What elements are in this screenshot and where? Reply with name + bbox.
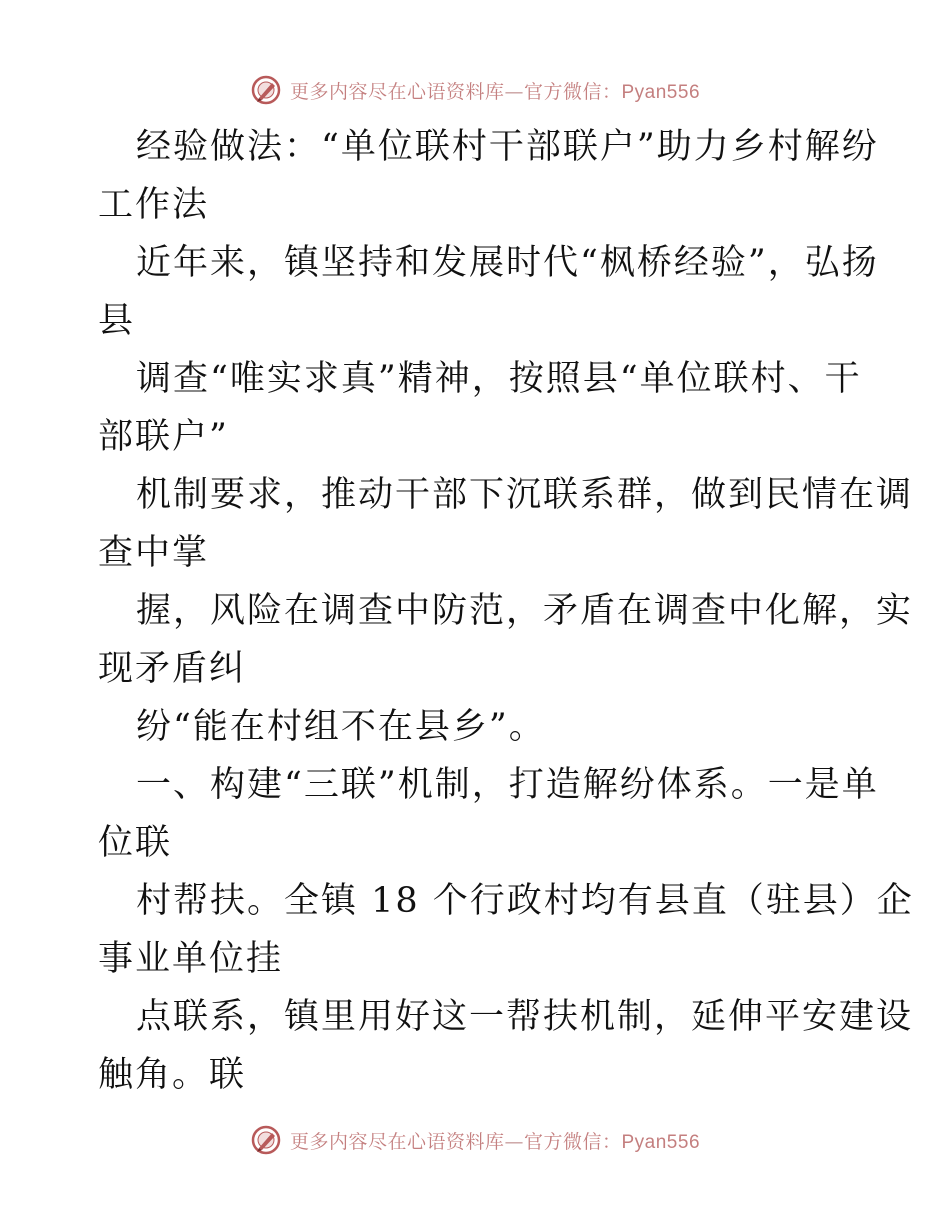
- text-line: 纷“能在村组不在县乡”。: [136, 707, 546, 747]
- footer-watermark: [0, 1120, 950, 1160]
- watermark-text: 更多内容尽在心语资料库—官方微信：Pyan556: [289, 80, 701, 103]
- text-line: 工作法: [98, 185, 210, 225]
- text-line: 机制要求，推动干部下沉联系群，做到民情在调: [136, 475, 914, 515]
- text-line: 事业单位挂: [98, 939, 284, 979]
- pen-logo-icon: [250, 1124, 282, 1156]
- document-body: [98, 118, 914, 1104]
- text-line: 经验做法：“单位联村干部联户”助力乡村解纷: [136, 127, 879, 167]
- text-line: 一、构建“三联”机制，打造解纷体系。一是单: [136, 765, 879, 805]
- text-line: 握，风险在调查中防范，矛盾在调查中化解，实: [136, 591, 914, 631]
- pen-logo-icon: [250, 74, 282, 106]
- text-line: 部联户”: [98, 417, 229, 457]
- text-line: 村帮扶。全镇 18 个行政村均有县直（驻县）企: [136, 881, 914, 921]
- watermark-text: 更多内容尽在心语资料库—官方微信：Pyan556: [289, 1130, 701, 1153]
- text-line: 县: [98, 301, 136, 341]
- text-line: 近年来，镇坚持和发展时代“枫桥经验”，弘扬: [136, 243, 879, 283]
- text-line: 调查“唯实求真”精神，按照县“单位联村、干: [136, 359, 862, 399]
- header-watermark: [0, 70, 950, 110]
- text-line: 位联: [98, 823, 173, 863]
- text-line: 点联系，镇里用好这一帮扶机制，延伸平安建设: [136, 997, 914, 1037]
- text-line: 触角。联: [98, 1055, 247, 1095]
- text-line: 现矛盾纠: [98, 649, 247, 689]
- text-line: 查中掌: [98, 533, 210, 573]
